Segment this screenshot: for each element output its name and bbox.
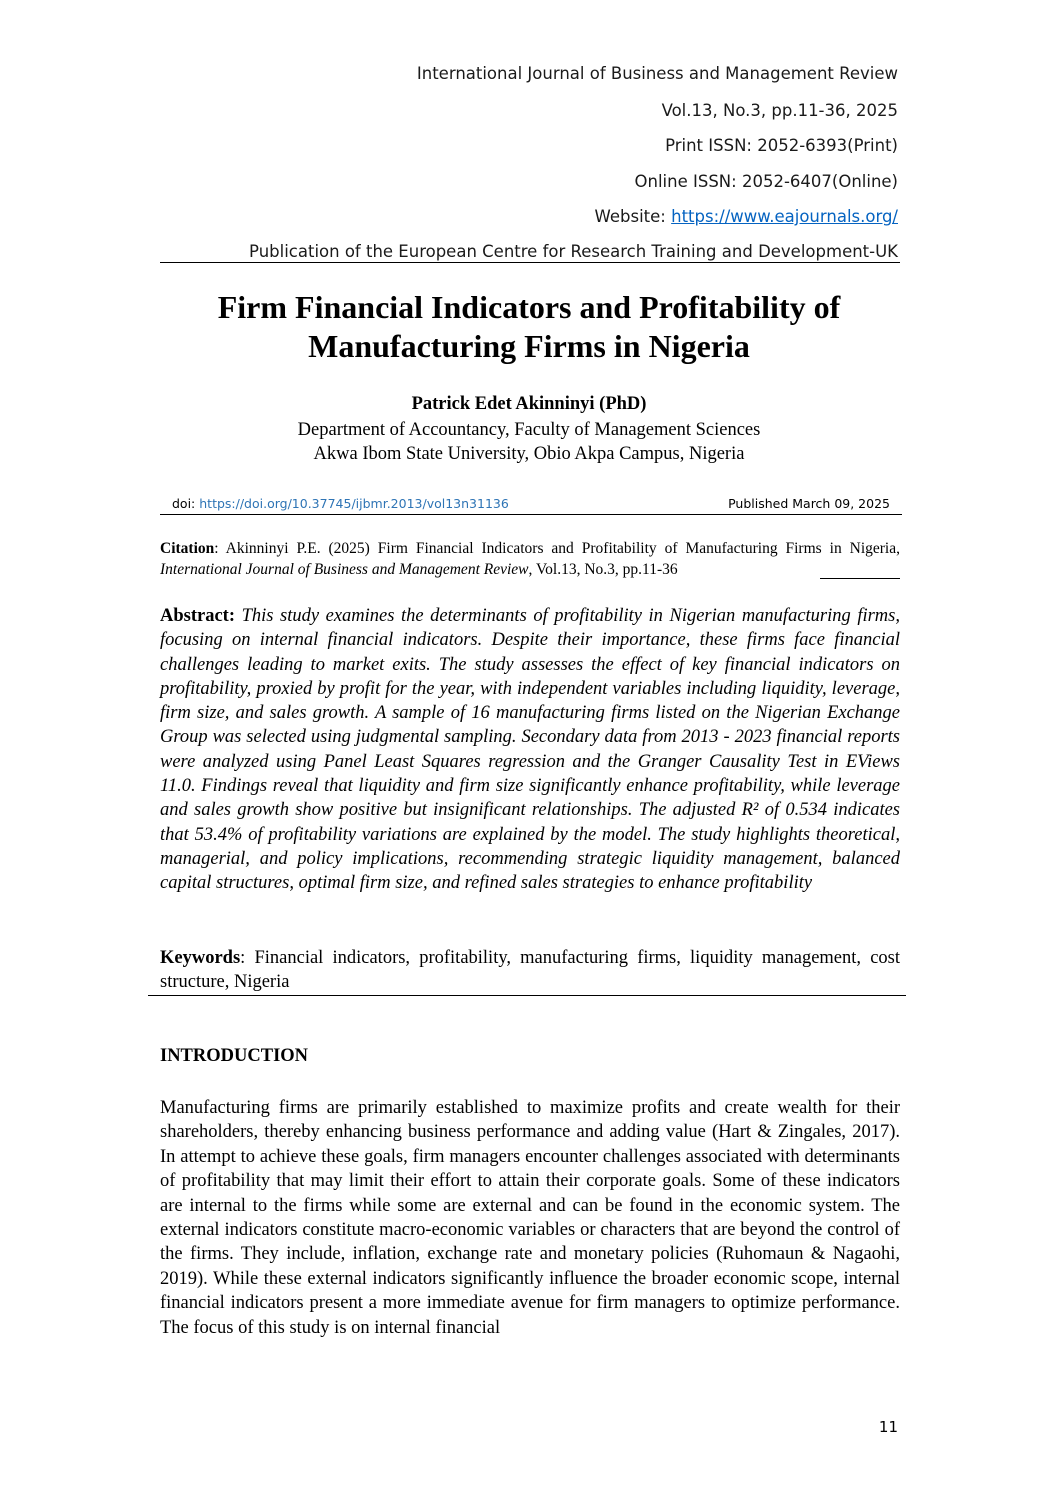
paper-title [120, 288, 938, 366]
volume-info: Vol.13, No.3, pp.11-36, 2025 [661, 101, 898, 120]
page-number: 11 [878, 1418, 898, 1436]
introduction-text: Manufacturing firms are primarily established to maximize profits and create wealth for their shareholders, thereby enhancing business performance and adding value (Hart & Zingales, 2017). In attempt to achieve these goals, firm managers encounter challenges associated with determinants of profitability that may limit their effort to attain their corporate goals. Some of these indicators are internal to the firms while some are external and can be found in the economic system. The external indicators constitute macro-economic variables or characters that are beyond the control of the firms. They include, inflation, exchange rate and monetary policies (Ruhomaun & Nagaohi, 2019). While these external indicators significantly influence the broader economic scope, internal financial indicators present a more immediate avenue for firm managers to optimize performance. The focus of this study is on internal financial [160, 1098, 900, 1338]
website-link[interactable]: https://www.eajournals.org/ [671, 207, 898, 226]
abstract-label: Abstract: [160, 606, 236, 626]
affiliation-university: Akwa Ibom State University, Obio Akpa Campus, Nigeria [313, 444, 745, 464]
website-line [595, 207, 898, 226]
author-name: Patrick Edet Akinninyi (PhD) [411, 394, 647, 414]
citation-volume: , Vol.13, No.3, pp.11-36 [528, 561, 678, 578]
introduction-heading: INTRODUCTION [160, 1046, 309, 1066]
title-line-2: Manufacturing Firms in Nigeria [308, 328, 750, 364]
doi-link[interactable]: https://doi.org/10.37745/ijbmr.2013/vol13n31136 [199, 496, 509, 511]
doi-label: doi: [172, 496, 200, 511]
affiliation-department: Department of Accountancy, Faculty of Management Sciences [297, 420, 761, 440]
title-line-1: Firm Financial Indicators and Profitability of [217, 289, 841, 325]
header-divider [160, 262, 900, 263]
journal-name: International Journal of Business and Management Review [416, 64, 898, 83]
doi-divider [160, 514, 902, 515]
published-date: Published March 09, 2025 [728, 496, 890, 511]
keywords-label: Keywords [160, 948, 241, 968]
online-issn: Online ISSN: 2052-6407(Online) [634, 172, 898, 191]
abstract-text: This study examines the determinants of profitability in Nigerian manufacturing firms, focusing on internal financial indicators. Despite their importance, these firms face financial challenges leading to market exits. The study assesses the effect of key financial indicators on profitability, proxied by profit for the year, with independent variables including liquidity, leverage, firm size, and sales growth. A sample of 16 manufacturing firms listed on the Nigerian Exchange Group was selected using judgmental sampling. Secondary data from 2013 - 2023 financial reports were analyzed using Panel Least Squares regression and the Granger Causality Test in EViews 11.0. Findings reveal that liquidity and firm size significantly enhance profitability, while leverage and sales growth show positive but insignificant relationships. The adjusted R² of 0.534 indicates that 53.4% of profitability variations are explained by the model. The study highlights theoretical, managerial, and policy implications, recommending strategic liquidity management, balanced capital structures, optimal firm size, and refined sales strategies to enhance profitability [160, 606, 900, 894]
citation-block [160, 538, 900, 580]
keywords-text: : Financial indicators, profitability, manufacturing firms, liquidity management, cost structure, Nigeria [160, 948, 900, 993]
website-label: Website: [594, 207, 672, 226]
keywords-block [160, 946, 900, 995]
keywords-divider [148, 995, 906, 996]
abstract-block [160, 604, 900, 896]
doi-row [172, 496, 890, 511]
citation-text: : Akinninyi P.E. (2025) Firm Financial Indicators and Profitability of Manufacturing Firms in Nigeria, [214, 540, 900, 557]
print-issn: Print ISSN: 2052-6393(Print) [665, 136, 898, 155]
citation-journal: International Journal of Business and Management Review [160, 561, 529, 578]
publisher-line: Publication of the European Centre for Research Training and Development-UK [249, 242, 898, 261]
citation-label: Citation [160, 540, 215, 557]
